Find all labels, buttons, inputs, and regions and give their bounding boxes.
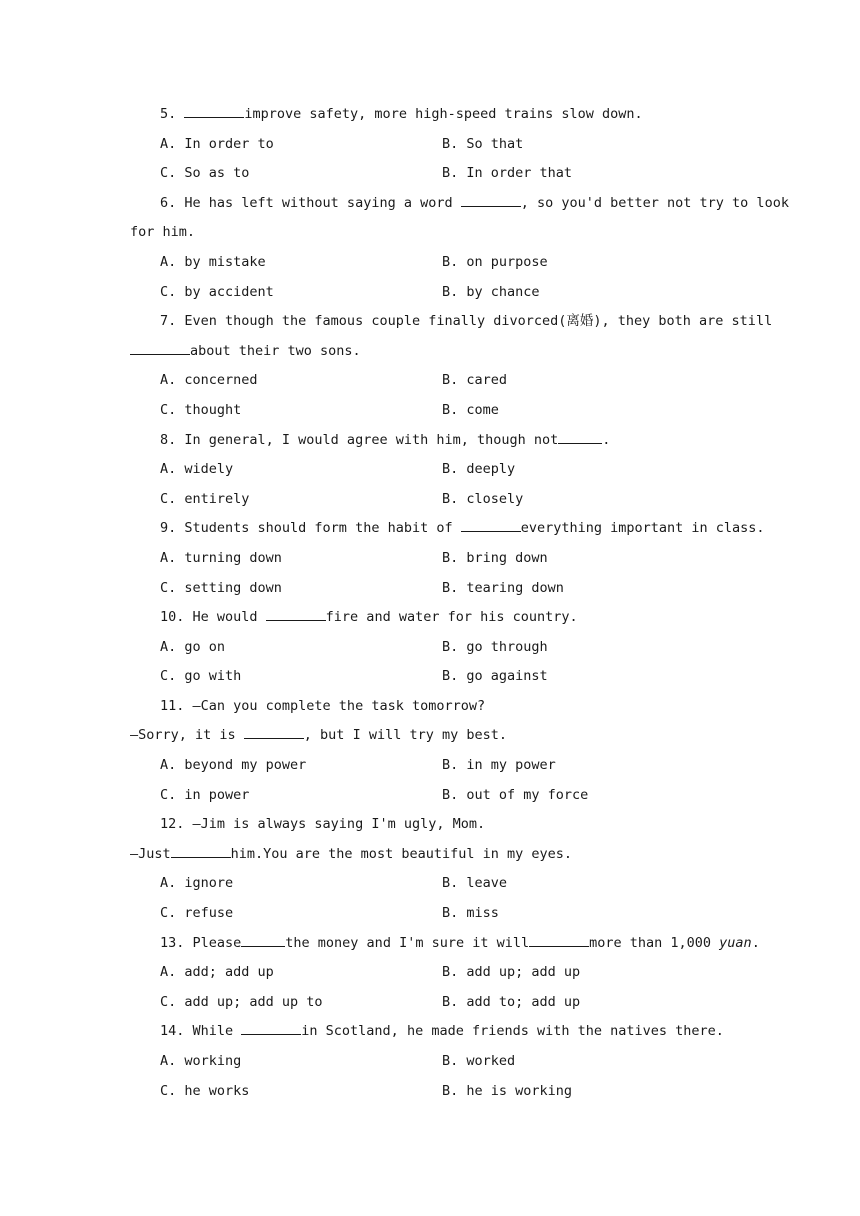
question-13: 13. Please the money and I'm sure it will more than 1,000 yuan. [130,929,740,959]
answer-blank [130,338,190,355]
option-d: B. add to; add up [442,993,581,1010]
options-row [130,662,740,692]
options-row [130,988,740,1018]
option-a: A. widely [160,461,234,478]
options-row [130,781,740,811]
question-8: 8. In general, I would agree with him, though not . [130,426,740,456]
option-a: A. concerned [160,372,258,389]
option-a: A. by mistake [160,253,266,270]
question-9: 9. Students should form the habit of everything important in class. [130,514,740,544]
options-row [130,130,740,160]
option-b: B. worked [442,1053,516,1069]
options-row [130,455,740,485]
question-14: 14. While in Scotland, he made friends with the natives there. [130,1017,740,1047]
options-row [130,159,740,189]
options-row [130,248,740,278]
option-b: B. deeply [442,461,516,478]
option-c: C. add up; add up to [160,993,323,1010]
options-row [130,899,740,929]
options-row [130,1047,740,1077]
options-row [130,485,740,515]
answer-blank [184,101,244,118]
option-a: A. beyond my power [160,757,307,774]
option-d: B. by chance [442,283,540,300]
options-row [130,544,740,574]
option-b: B. leave [442,875,508,892]
question-7-continued: about their two sons. [130,337,740,367]
options-row [130,958,740,988]
options-row [130,366,740,396]
answer-blank [244,722,304,739]
answer-blank [461,190,521,207]
option-d: B. come [442,401,499,418]
option-d: B. miss [442,905,499,922]
option-c: C. So as to [160,165,250,182]
option-d: B. go against [442,668,548,685]
option-d: B. out of my force [442,786,589,803]
answer-blank [241,1018,301,1035]
question-6-continued: for him. [130,224,196,241]
question-11-reply: —Sorry, it is , but I will try my best. [130,721,740,751]
answer-blank [171,841,231,858]
option-a: A. go on [160,638,226,655]
option-a: A. ignore [160,875,234,892]
option-c: C. he works [160,1082,250,1099]
question-10: 10. He would fire and water for his country. [130,603,740,633]
option-d: B. closely [442,490,524,507]
option-c: C. thought [160,401,242,418]
question-list [130,100,789,1106]
options-row [130,1077,740,1107]
options-row [130,751,740,781]
question-11: 11. —Can you complete the task tomorrow? [160,697,486,714]
option-c: C. in power [160,786,250,803]
option-d: B. he is working [442,1082,573,1099]
answer-blank [461,515,521,532]
option-a: A. working [160,1053,242,1069]
option-c: C. refuse [160,905,234,922]
question-6: 6. He has left without saying a word , so you'd better not try to look [130,189,740,219]
option-a: A. In order to [160,135,274,152]
option-c: C. go with [160,668,242,685]
answer-blank [266,604,326,621]
option-a: A. turning down [160,549,282,566]
options-row [130,574,740,604]
option-c: C. entirely [160,490,250,507]
answer-blank [558,427,602,444]
question-12: 12. —Jim is always saying I'm ugly, Mom. [160,816,486,833]
option-c: C. setting down [160,579,282,596]
option-b: B. bring down [442,549,548,566]
option-d: B. In order that [442,165,573,182]
options-row [130,396,740,426]
option-b: B. add up; add up [442,964,581,981]
option-b: B. cared [442,372,508,389]
option-d: B. tearing down [442,579,564,596]
option-b: B. go through [442,638,548,655]
question-12-reply: —Just him.You are the most beautiful in my eyes. [130,840,740,870]
option-b: B. in my power [442,757,556,774]
option-c: C. by accident [160,283,274,300]
options-row [130,278,740,308]
answer-blank [241,930,285,947]
option-b: B. on purpose [442,253,548,270]
answer-blank [529,930,589,947]
options-row [130,633,740,663]
options-row [130,869,740,899]
option-b: B. So that [442,135,524,152]
option-a: A. add; add up [160,964,274,981]
question-7: 7. Even though the famous couple finally divorced(离婚), they both are still [160,313,773,330]
question-5: 5. improve safety, more high-speed trains slow down. [130,100,740,130]
